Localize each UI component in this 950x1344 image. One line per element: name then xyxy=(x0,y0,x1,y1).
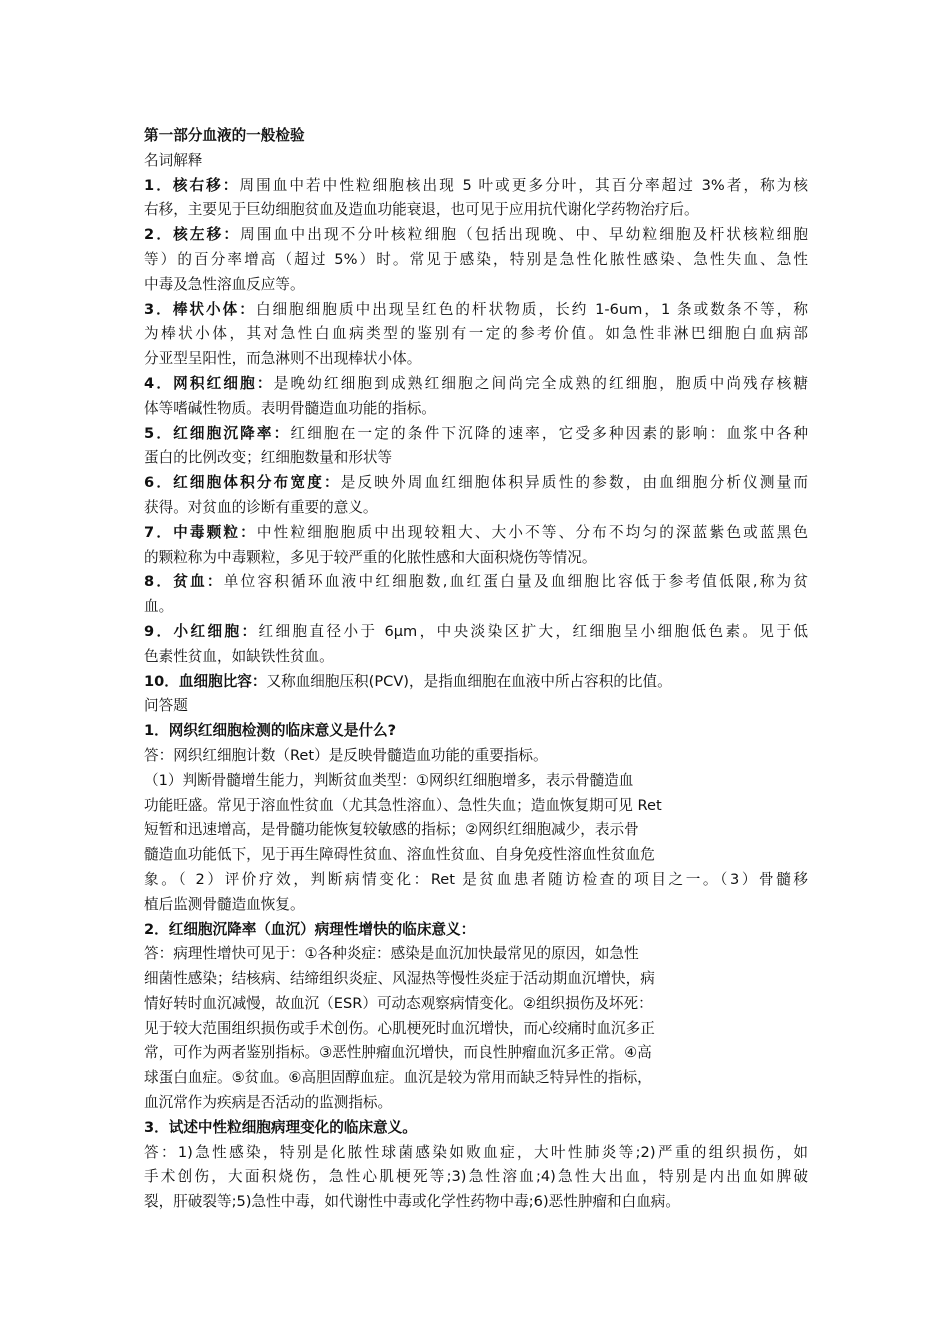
term-line xyxy=(144,174,808,199)
document-page xyxy=(144,124,808,1215)
question-entry xyxy=(144,1116,808,1215)
answer-line: 短暂和迅速增高，是骨髓功能恢复较敏感的指标；②网织红细胞减少，表示骨 xyxy=(144,821,639,839)
term-number: 8． xyxy=(144,573,174,591)
term-entry xyxy=(144,521,808,571)
term-text: 红细胞在一定的条件下沉降的速率，它受多种因素的影响：血浆中各种 xyxy=(290,424,808,442)
term-number: 4． xyxy=(144,374,174,392)
term-line: 为棒状小体，其对急性白血病类型的鉴别有一定的参考价值。如急性非淋巴细胞白血病部 xyxy=(144,325,808,343)
term-line xyxy=(144,670,808,695)
term-text: 红细胞直径小于 6μm，中央淡染区扩大，红细胞呈小细胞低色素。见于低 xyxy=(258,622,808,640)
term-line xyxy=(144,620,808,645)
answer-line: 见于较大范围组织损伤或手术创伤。心肌梗死时血沉增快，而心绞痛时血沉多正 xyxy=(144,1019,655,1037)
term-number: 5． xyxy=(144,424,174,442)
term-label: 中毒颗粒： xyxy=(173,523,257,541)
answer-line: 手术创伤，大面积烧伤，急性心肌梗死等;3)急性溶血;4)急性大出血，特别是内出血如脾破 xyxy=(144,1168,808,1186)
question-entry xyxy=(144,918,808,1116)
term-line: 体等嗜碱性物质。表明骨髓造血功能的指标。 xyxy=(144,399,436,417)
term-label: 贫血： xyxy=(173,573,224,591)
term-text: 又称血细胞压积(PCV)，是指血细胞在血液中所占容积的比值。 xyxy=(266,672,672,690)
question-heading: 3．试述中性粒细胞病理变化的临床意义。 xyxy=(144,1118,417,1136)
term-line: 蛋白的比例改变；红细胞数量和形状等 xyxy=(144,449,393,467)
term-text: 中性粒细胞胞质中出现较粗大、大小不等、分布不均匀的深蓝紫色或蓝黑色 xyxy=(256,523,808,541)
answer-line: 答：病理性增快可见于：①各种炎症：感染是血沉加快最常见的原因，如急性 xyxy=(144,945,639,963)
term-number: 10． xyxy=(144,672,179,690)
term-line xyxy=(144,471,808,496)
term-line xyxy=(144,521,808,546)
term-number: 7． xyxy=(144,523,174,541)
term-line xyxy=(144,372,808,397)
term-label: 红细胞体积分布宽度： xyxy=(173,474,341,492)
term-text: 是反映外周血红细胞体积异质性的参数，由血细胞分析仪测量而 xyxy=(340,474,808,492)
answer-line: 球蛋白血症。⑤贫血。⑥高胆固醇血症。血沉是较为常用而缺乏特异性的指标， xyxy=(144,1069,652,1087)
term-line: 分亚型呈阳性，而急淋则不出现棒状小体。 xyxy=(144,350,422,368)
term-number: 6． xyxy=(144,474,174,492)
term-entry xyxy=(144,298,808,372)
term-label: 棒状小体： xyxy=(172,300,256,318)
answer-line: （1）判断骨髓增生能力，判断贫血类型：①网织红细胞增多，表示骨髓造血 xyxy=(144,771,634,789)
question-heading: 1．网织红细胞检测的临床意义是什么? xyxy=(144,722,397,740)
answer-line: 髓造血功能低下，见于再生障碍性贫血、溶血性贫血、自身免疫性溶血性贫血危 xyxy=(144,846,655,864)
section-heading-questions: 问答题 xyxy=(144,697,188,715)
term-number: 1． xyxy=(144,176,173,194)
term-line: 获得。对贫血的诊断有重要的意义。 xyxy=(144,498,378,516)
term-line xyxy=(144,298,808,323)
term-entry xyxy=(144,670,808,695)
term-label: 核左移： xyxy=(173,226,241,244)
term-label: 核右移： xyxy=(172,176,240,194)
term-entry xyxy=(144,471,808,521)
term-label: 网积红细胞： xyxy=(173,374,274,392)
answer-line: 裂，肝破裂等;5)急性中毒，如代谢性中毒或化学性药物中毒;6)恶性肿瘤和白血病。 xyxy=(144,1193,680,1211)
term-number: 3． xyxy=(144,300,173,318)
term-line: 的颗粒称为中毒颗粒，多见于较严重的化脓性感和大面积烧伤等情况。 xyxy=(144,548,597,566)
term-label: 小红细胞： xyxy=(173,622,259,640)
answer-line: 功能旺盛。常见于溶血性贫血（尤其急性溶血）、急性失血；造血恢复期可见 Ret xyxy=(144,796,662,814)
term-entry xyxy=(144,620,808,670)
term-number: 2． xyxy=(144,226,174,244)
term-entry xyxy=(144,570,808,620)
document-title: 第一部分血液的一般检验 xyxy=(144,127,305,144)
term-text: 周围血中出现不分叶核粒细胞（包括出现晚、中、早幼粒细胞及杆状核粒细胞 xyxy=(240,226,808,244)
term-number: 9． xyxy=(144,622,174,640)
term-line: 等）的百分率增高（超过 5%）时。常见于感染，特别是急性化脓性感染、急性失血、急性 xyxy=(144,250,808,268)
answer-line: 血沉常作为疾病是否活动的监测指标。 xyxy=(144,1094,393,1112)
answer-line: 细菌性感染；结核病、结缔组织炎症、风湿热等慢性炎症于活动期血沉增快，病 xyxy=(144,970,655,988)
answer-line: 象。（ 2）评价疗效，判断病情变化：Ret 是贫血患者随访检查的项目之一。（3）骨髓移 xyxy=(144,870,808,888)
answer-line: 答：网织红细胞计数（Ret）是反映骨髓造血功能的重要指标。 xyxy=(144,746,548,764)
term-line xyxy=(144,422,808,447)
term-label: 血细胞比容： xyxy=(178,672,267,690)
question-heading: 2．红细胞沉降率（血沉）病理性增快的临床意义： xyxy=(144,920,476,938)
term-entry xyxy=(144,223,808,297)
answer-line: 情好转时血沉减慢，故血沉（ESR）可动态观察病情变化。②组织损伤及坏死： xyxy=(144,994,653,1012)
term-label: 红细胞沉降率： xyxy=(173,424,291,442)
term-text: 是晚幼红细胞到成熟红细胞之间尚完全成熟的红细胞，胞质中尚残存核糖 xyxy=(273,374,808,392)
section-heading-terms: 名词解释 xyxy=(144,151,203,169)
term-entry xyxy=(144,422,808,472)
term-line xyxy=(144,570,808,595)
term-text: 周围血中若中性粒细胞核出现 5 叶或更多分叶，其百分率超过 3%者，称为核 xyxy=(239,176,808,194)
term-line: 色素性贫血，如缺铁性贫血。 xyxy=(144,647,334,665)
term-text: 白细胞细胞质中出现呈红色的杆状物质，长约 1-6um，1 条或数条不等，称 xyxy=(255,300,808,318)
term-entry xyxy=(144,372,808,422)
question-entry xyxy=(144,719,808,917)
term-line xyxy=(144,223,808,248)
term-line: 中毒及急性溶血反应等。 xyxy=(144,275,305,293)
answer-line: 植后监测骨髓造血恢复。 xyxy=(144,895,305,913)
answer-line: 答：1)急性感染，特别是化脓性球菌感染如败血症，大叶性肺炎等;2)严重的组织损伤，如 xyxy=(144,1143,808,1161)
term-line: 血。 xyxy=(144,598,174,616)
term-line: 右移，主要见于巨幼细胞贫血及造血功能衰退，也可见于应用抗代谢化学药物治疗后。 xyxy=(144,201,699,219)
term-entry xyxy=(144,174,808,224)
answer-line: 常，可作为两者鉴别指标。③恶性肿瘤血沉增快，而良性肿瘤血沉多正常。④高 xyxy=(144,1044,652,1062)
term-text: 单位容积循环血液中红细胞数,血红蛋白量及血细胞比容低于参考值低限,称为贫 xyxy=(223,573,808,591)
